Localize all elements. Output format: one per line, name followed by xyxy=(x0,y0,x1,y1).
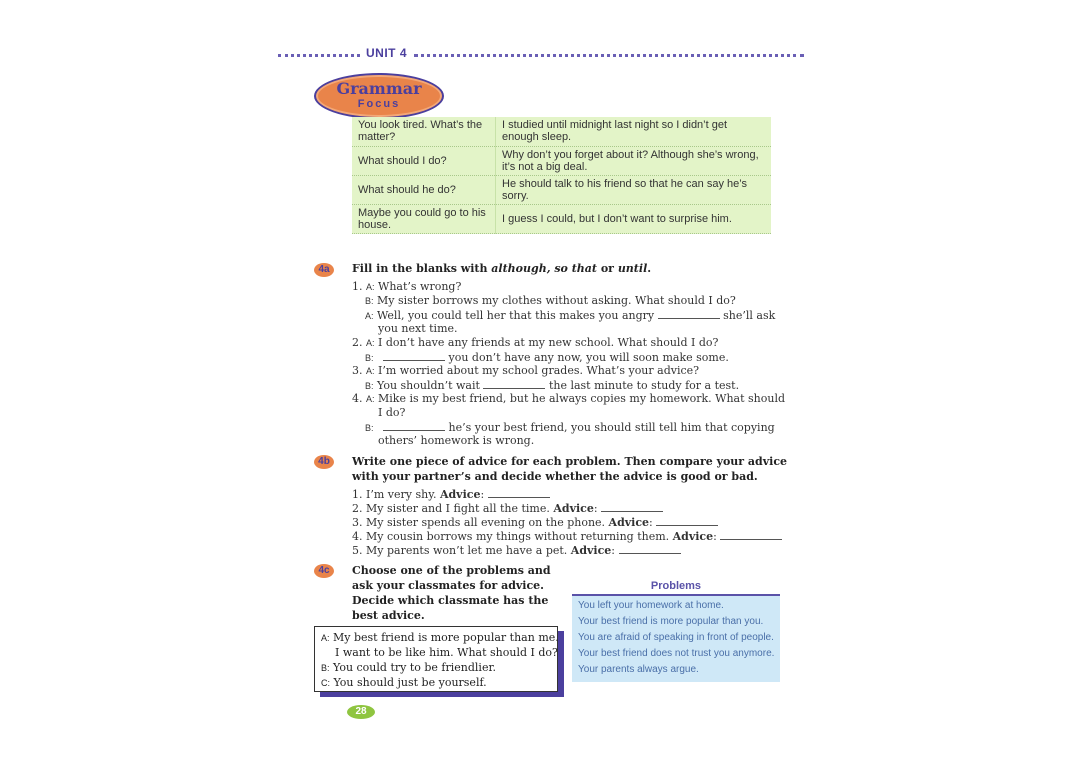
grammar-focus-table xyxy=(352,117,771,234)
speaker-label: A: xyxy=(366,338,375,348)
problem-item: Your best friend does not trust you anymore. xyxy=(578,648,775,659)
exercise-4b-icon: 4b xyxy=(314,455,334,469)
line-text: What’s wrong? xyxy=(378,280,462,293)
instruction-text: . xyxy=(647,262,652,275)
problem-item: You left your homework at home. xyxy=(578,600,724,611)
exercise-line xyxy=(378,434,534,448)
header-dotted-rule-left xyxy=(278,54,360,57)
item-number: 1. xyxy=(352,280,363,293)
instruction-line: Choose one of the problems and xyxy=(352,564,551,577)
line-text: I don’t have any friends at my new school. What should I do? xyxy=(378,336,719,349)
instruction-line: best advice. xyxy=(352,609,425,622)
exercise-line xyxy=(365,350,729,365)
unit-label: UNIT 4 xyxy=(366,46,408,60)
list-item: 4. My cousin borrows my things without returning them. Advice: xyxy=(352,529,782,544)
table-row xyxy=(352,146,771,175)
page-number: 28 xyxy=(347,705,375,719)
speaker-label: A: xyxy=(366,282,375,292)
exercise-line xyxy=(365,308,775,323)
line-text: others’ homework is wrong. xyxy=(378,434,535,447)
advice-label: Advice xyxy=(553,502,594,515)
table-cell-answer: Why don’t you forget about it? Although she’s wrong, it’s not a big deal. xyxy=(496,146,772,175)
item-number: 2. xyxy=(352,336,363,349)
exercise-line xyxy=(352,364,699,378)
instruction-line: Write one piece of advice for each problem. Then compare your advice xyxy=(352,455,788,468)
problem-item: Your parents always argue. xyxy=(578,664,699,675)
sample-dialog-box xyxy=(314,626,558,692)
speaker-label: A: xyxy=(321,633,330,643)
header-dotted-rule-right xyxy=(414,54,804,57)
instruction-line: Decide which classmate has the xyxy=(352,594,549,607)
speaker-label: B: xyxy=(365,296,374,306)
exercise-line xyxy=(352,280,461,294)
advice-blank[interactable] xyxy=(488,487,550,498)
item-number: 4. xyxy=(352,392,363,405)
table-cell-answer: I studied until midnight last night so I didn’t get enough sleep. xyxy=(496,117,772,146)
table-cell-answer: He should talk to his friend so that he can say he’s sorry. xyxy=(496,175,772,204)
exercise-4b-instruction xyxy=(352,454,787,484)
line-text: he’s your best friend, you should still tell him that copying xyxy=(448,421,775,434)
instruction-line: with your partner’s and decide whether the advice is good or bad. xyxy=(352,470,758,483)
instruction-text: Fill in the blanks with xyxy=(352,262,492,275)
dialog-line xyxy=(321,675,487,691)
speaker-label: B: xyxy=(365,381,374,391)
line-text: Mike is my best friend, but he always copies my homework. What should xyxy=(378,392,785,405)
line-text: you don’t have any now, you will soon make some. xyxy=(448,351,729,364)
exercise-4c-icon: 4c xyxy=(314,564,334,578)
item-text: My sister and I fight all the time. xyxy=(366,502,550,515)
advice-blank[interactable] xyxy=(619,543,681,554)
grammar-focus-title: Grammar xyxy=(336,79,422,98)
dialog-line xyxy=(335,645,558,660)
dialog-text: I want to be like him. What should I do? xyxy=(335,646,558,659)
list-item: 3. My sister spends all evening on the phone. Advice: xyxy=(352,515,718,530)
speaker-label: B: xyxy=(365,353,374,363)
blank-field[interactable] xyxy=(383,350,445,361)
item-text: I’m very shy. xyxy=(366,488,437,501)
blank-field[interactable] xyxy=(483,378,545,389)
exercise-line xyxy=(365,420,775,435)
exercise-line xyxy=(352,336,718,350)
speaker-label: B: xyxy=(365,423,374,433)
instruction-line: ask your classmates for advice. xyxy=(352,579,544,592)
exercise-line xyxy=(365,378,739,393)
advice-label: Advice xyxy=(570,544,612,557)
table-row xyxy=(352,204,771,233)
table-cell-question: What should I do? xyxy=(352,146,496,175)
line-text: You shouldn’t wait xyxy=(377,379,480,392)
instruction-keywords: although, so that xyxy=(491,262,598,275)
list-item: 1. I’m very shy. Advice: xyxy=(352,487,550,502)
exercise-line xyxy=(378,322,458,336)
advice-label: Advice xyxy=(439,488,481,501)
item-number: 4. xyxy=(352,530,363,543)
dialog-text: My best friend is more popular than me. xyxy=(333,631,559,644)
blank-field[interactable] xyxy=(383,420,445,431)
speaker-label: A: xyxy=(365,311,374,321)
list-item: 2. My sister and I fight all the time. Advice: xyxy=(352,501,663,516)
item-number: 3. xyxy=(352,516,363,529)
line-text: the last minute to study for a test. xyxy=(548,379,740,392)
blank-field[interactable] xyxy=(658,308,720,319)
speaker-label: A: xyxy=(366,394,375,404)
advice-blank[interactable] xyxy=(720,529,782,540)
item-number: 3. xyxy=(352,364,363,377)
item-text: My sister spends all evening on the phone. xyxy=(366,516,606,529)
advice-label: Advice xyxy=(608,516,650,529)
grammar-focus-subtitle: Focus xyxy=(357,98,401,110)
table-row xyxy=(352,117,771,146)
advice-blank[interactable] xyxy=(601,501,663,512)
exercise-4a-instruction xyxy=(352,261,651,276)
advice-label: Advice xyxy=(672,530,714,543)
problems-title: Problems xyxy=(650,580,702,592)
table-cell-question: What should he do? xyxy=(352,175,496,204)
line-text: Well, you could tell her that this makes you angry xyxy=(377,309,655,322)
table-cell-answer: I guess I could, but I don’t want to surprise him. xyxy=(496,204,772,233)
speaker-label: B: xyxy=(321,663,330,673)
grammar-focus-badge xyxy=(314,73,444,119)
instruction-text: or xyxy=(597,262,618,275)
exercise-4c-instruction xyxy=(352,563,551,623)
dialog-line xyxy=(321,660,496,676)
exercise-line xyxy=(352,392,785,406)
problem-item: You are afraid of speaking in front of people. xyxy=(578,632,774,643)
table-cell-question: Maybe you could go to his house. xyxy=(352,204,496,233)
speaker-label: A: xyxy=(366,366,375,376)
exercise-line xyxy=(365,294,736,308)
speaker-label: C: xyxy=(321,678,330,688)
item-text: My cousin borrows my things without returning them. xyxy=(366,530,670,543)
dialog-text: You should just be yourself. xyxy=(333,676,487,689)
item-number: 1. xyxy=(352,488,363,501)
line-text: My sister borrows my clothes without asking. What should I do? xyxy=(377,294,736,307)
table-row xyxy=(352,175,771,204)
line-text: she’ll ask xyxy=(723,309,776,322)
line-text: I’m worried about my school grades. What’s your advice? xyxy=(378,364,700,377)
line-text: you next time. xyxy=(378,322,458,335)
list-item: 5. My parents won’t let me have a pet. Advice: xyxy=(352,543,681,558)
item-number: 5. xyxy=(352,544,363,557)
dialog-text: You could try to be friendlier. xyxy=(333,661,497,674)
problem-item: Your best friend is more popular than you. xyxy=(578,616,764,627)
problems-box xyxy=(572,596,780,682)
exercise-line xyxy=(378,406,405,420)
dialog-line xyxy=(321,630,559,646)
item-text: My parents won’t let me have a pet. xyxy=(366,544,568,557)
line-text: I do? xyxy=(378,406,406,419)
advice-blank[interactable] xyxy=(656,515,718,526)
table-cell-question: You look tired. What’s the matter? xyxy=(352,117,496,146)
instruction-keyword-until: until xyxy=(617,262,648,275)
item-number: 2. xyxy=(352,502,363,515)
exercise-4a-icon: 4a xyxy=(314,263,334,277)
